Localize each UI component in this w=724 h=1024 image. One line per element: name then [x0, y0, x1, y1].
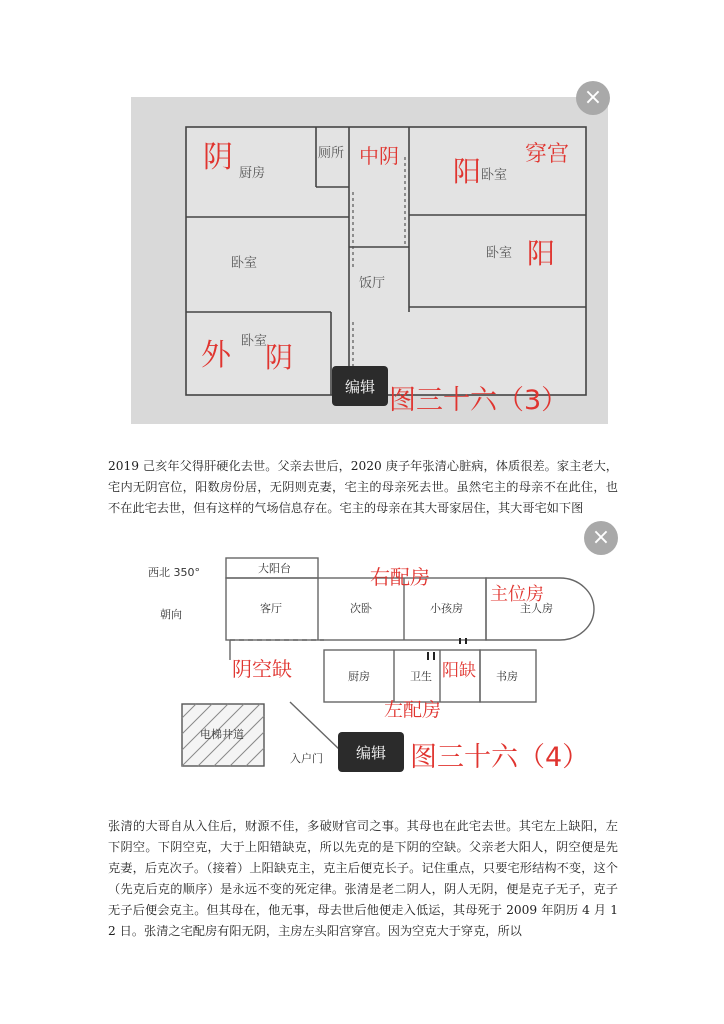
- room-label: 卧室: [231, 256, 258, 271]
- room-label: 饭厅: [359, 276, 386, 291]
- red-label-yin-empty: 阴空缺: [232, 657, 292, 681]
- room-label: 客厅: [260, 602, 282, 615]
- edit-button[interactable]: 编辑: [338, 732, 404, 772]
- red-label-main-position: 主位房: [490, 584, 544, 605]
- room-label: 小孩房: [430, 602, 463, 615]
- room-label: 朝向: [160, 608, 182, 621]
- red-label-yang-missing: 阳缺: [442, 661, 476, 681]
- room-label: 卫生: [410, 670, 432, 683]
- room-label: 卧室: [481, 168, 508, 183]
- close-button[interactable]: [576, 81, 610, 115]
- room-label: 主人房: [520, 602, 553, 615]
- room-label: 入户门: [290, 752, 323, 765]
- figure-caption: 图三十六（4）: [410, 742, 590, 773]
- room-label: 书房: [496, 670, 518, 683]
- room-label: 次卧: [350, 602, 372, 615]
- room-label: 厨房: [348, 670, 370, 683]
- close-button[interactable]: [584, 521, 618, 555]
- red-label-zhongyin: 中阴: [359, 144, 399, 168]
- room-label: 电梯井道: [200, 728, 244, 741]
- body-paragraph-2: 张清的大哥自从入住后，财源不佳，多破财官司之事。其母也在此宅去世。其宅左上缺阳，左下阴空。下阴空克，大于上阳错缺克，所以先克的是下阴的空缺。父亲老大阳人，阴空便是先克妻，后克次子。（接着）上阳缺克主，克主后便克长子。记住重点，只要宅形结构不变，这个（先克后克的顺序）是永远不变的死定律。张清是老二阴人，阴人无阴，便是克子无子，克子无子后便会克主。但其母在，他无事，母去世后他便走入低运，其母死于 2009 年阴历 4 月 12 日。张清之宅配房有阳无阴，主房左头阳宫穿宫。因为空克大于穿克，所以: [108, 819, 618, 938]
- close-icon: ×: [591, 525, 611, 550]
- red-label-yin-bottom: 阴: [265, 341, 294, 374]
- red-label-right-wing: 右配房: [370, 565, 430, 589]
- room-label: 卧室: [486, 246, 513, 261]
- room-label: 大阳台: [258, 562, 291, 575]
- red-label-wai: 外: [201, 338, 231, 373]
- body-paragraph-1: 2019 己亥年父得肝硬化去世。父亲去世后，2020 庚子年张清心脏病，体质很差。家主老大，宅内无阴宫位，阳数房份居，无阴则克妻，宅主的母亲死去世。虽然宅主的母亲不在此住，也不在此宅去世，但有这样的气场信息存在。宅主的母亲在其大哥家居住，其大哥宅如下图: [108, 459, 618, 515]
- room-label: 厕所: [318, 146, 345, 161]
- red-label-yin: 阴: [203, 140, 233, 175]
- edit-button[interactable]: 编辑: [332, 366, 388, 406]
- red-label-left-wing: 左配房: [384, 699, 442, 721]
- room-label: 西北 350°: [148, 566, 200, 579]
- red-label-yang: 阳: [453, 155, 482, 188]
- red-label-chuangong: 穿宫: [525, 142, 570, 167]
- figure-caption: 图三十六（3）: [389, 385, 569, 416]
- room-label: 厨房: [239, 166, 266, 181]
- close-icon: ×: [583, 85, 603, 110]
- red-label-yang-right: 阳: [527, 237, 556, 270]
- room-label: 卧室: [241, 334, 268, 349]
